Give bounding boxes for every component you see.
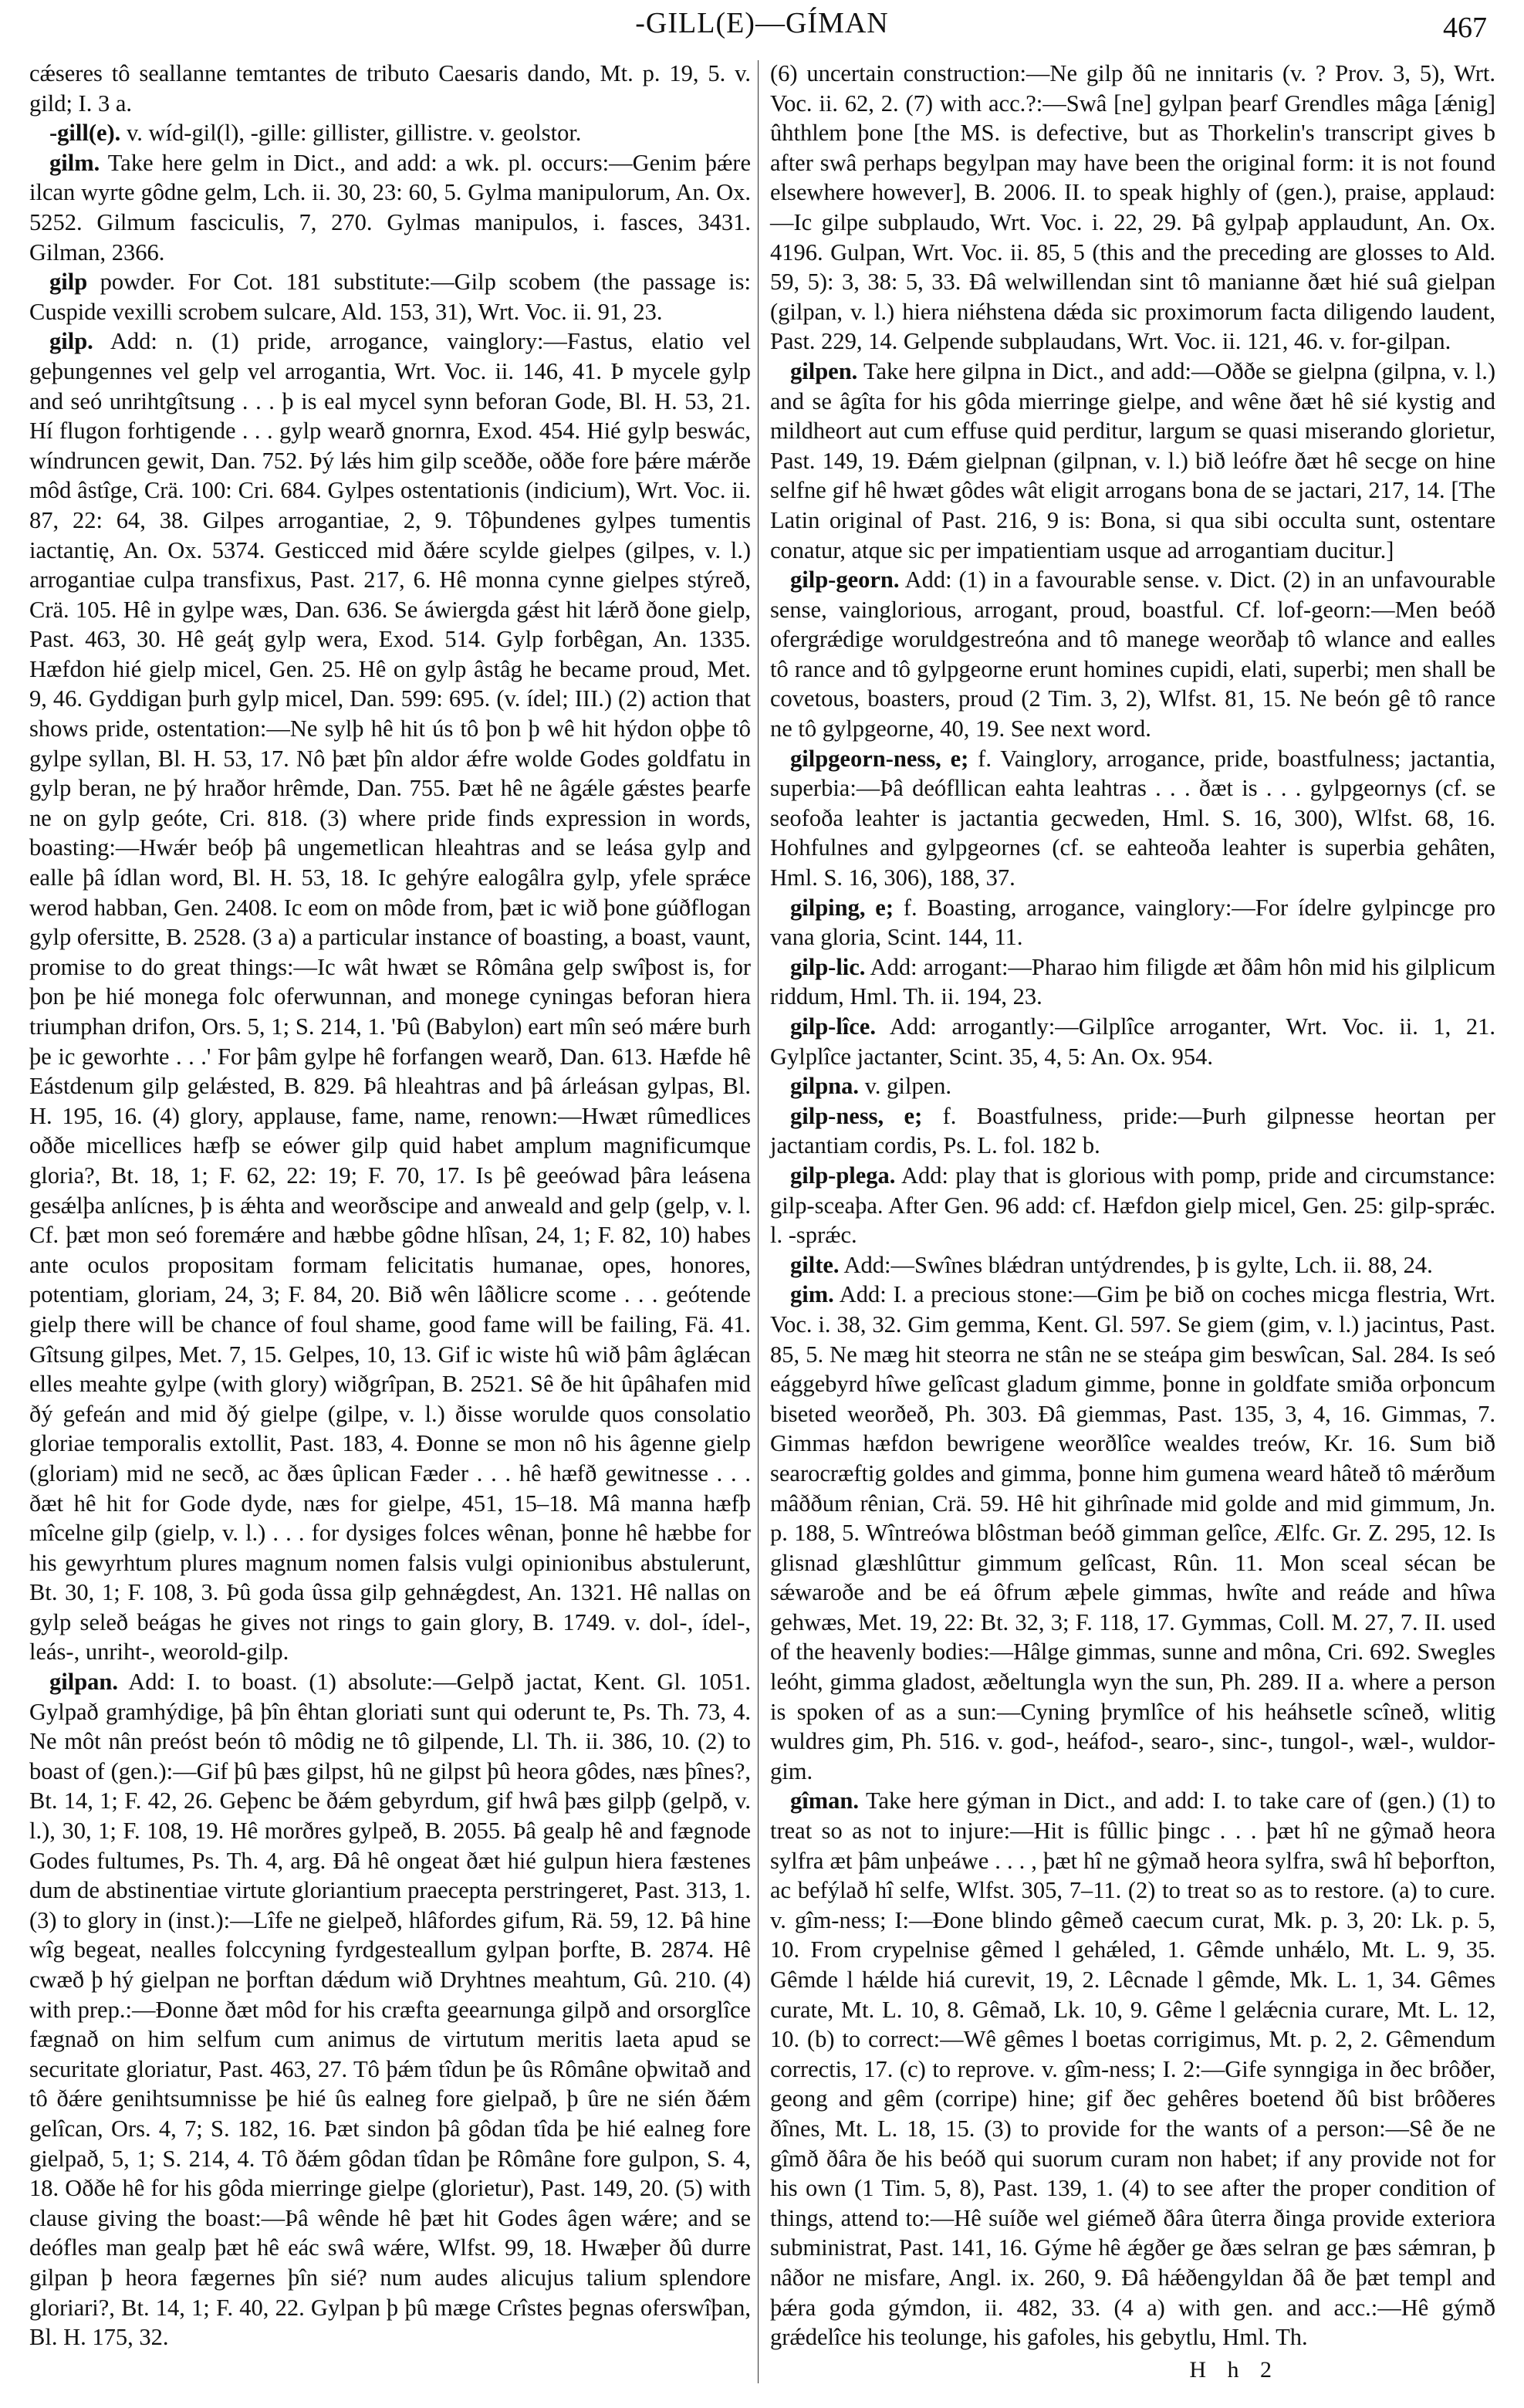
page-number: 467 xyxy=(1443,12,1487,44)
entry-body: Add: I. a precious stone:—Gim þe bið on coches micga flestria, Wrt. Voc. i. 38, 32. Gim gemma, Kent. Gl. 597. Se giem (gim, v. l.) jacintus, Past. 85, 5. Ne mæg hit steorra ne stân ne se steápa gim beswîcan, Sal. 284. Is seó eággebyrd hîwe gelîcast gladum gimme, þonne in goldfate smiða orþoncum biseted weorðeð, Ph. 303. Ðâ giemmas, Past. 135, 3, 4, 16. Gimmas, 7. Gimmas hæfdon bewrigene weorðlîce wealdes treów, Kr. 16. Sum bið searocræftig goldes and gimma, þonne him gumena weard hâteð tô mǽrðum mâððum rênian, Crä. 59. Hê hit gihrînade mid golde and mid gimmum, Jn. p. 188, 5. Wîntreówa blôstman beóð gimman gelîce, Ælfc. Gr. Z. 295, 12. Is glisnad glæshlûttur gimmum gelîcast, Rûn. 11. Mon sceal sécan be sǽwaroðe and be eá ôfrum æþele gimmas, hwîte and reáde and hîwa gehwæs, Met. 19, 22: Bt. 32, 3; F. 118, 17. Gymmas, Coll. M. 27, 7. II. used of the heavenly bodies:—Hâlge gimmas, sunne and môna, Cri. 692. Swegles leóht, gimma gladost, æðeltungla wyn the sun, Ph. 289. II a. where a person is spoken of as a sun:—Cyning þrymlîce of his heáhsetle scîneð, wlitig wuldres gim, Ph. 516. v. god-, heáfod-, searo-, sinc-, tungol-, wæl-, wuldor-gim. xyxy=(770,1281,1495,1784)
entry-body: v. wíd-gil(l), -gille: gillister, gillistre. v. geolstor. xyxy=(120,120,582,147)
dictionary-entry xyxy=(770,1071,1495,1101)
entry-body: powder. For Cot. 181 substitute:—Gilp scobem (the passage is: Cuspide vexilli scrobem sulcare, Ald. 153, 31), Wrt. Voc. ii. 91, 23. xyxy=(29,269,751,325)
dictionary-entry xyxy=(770,1786,1495,2352)
headword: gilpna. xyxy=(790,1073,859,1100)
headword: gilm. xyxy=(49,149,100,176)
headword: gilpen. xyxy=(790,357,858,384)
dictionary-entry xyxy=(29,148,751,267)
headword: gilp xyxy=(49,269,88,296)
entry-body: Add: arrogant:—Pharao him filigde æt ðâm hôn mid his gilplicum riddum, Hml. Th. ii. 194, 23. xyxy=(770,953,1495,1010)
headword: gilp-plega. xyxy=(790,1162,896,1189)
headword: gilping, e; xyxy=(790,894,894,921)
dictionary-entry xyxy=(770,565,1495,744)
headword: -gill(e). xyxy=(49,120,121,147)
running-head xyxy=(0,6,1524,49)
dictionary-entry xyxy=(770,893,1495,952)
entry-body: Add: play that is glorious with pomp, pride and circumstance: gilp-sceaþa. After Gen. 96 add: cf. Hæfdon gielp micel, Gen. 25: gilp-sprǽc. l. -sprǽc. xyxy=(770,1162,1495,1249)
headword: gilp. xyxy=(49,328,93,355)
entry-continuation xyxy=(29,59,751,118)
entry-body: f. Boastfulness, pride:—Þurh gilpnesse heortan per jactantiam cordis, Ps. L. fol. 182 b. xyxy=(770,1102,1496,1159)
right-column-wrapper xyxy=(770,59,1495,2385)
dictionary-entry xyxy=(29,326,751,1667)
entry-body: cǽseres tô seallanne temtantes de tributo Caesaris dando, Mt. p. 19, 5. v. gild; I. 3 a. xyxy=(29,60,751,117)
headword: gilte. xyxy=(790,1251,840,1278)
headword: gilp-ness, e; xyxy=(790,1102,923,1129)
dictionary-entry xyxy=(770,744,1495,893)
entry-body: Add: (1) in a favourable sense. v. Dict. (2) in an unfavourable sense, vainglorious, arrogant, proud, boastful. Cf. lof-georn:—Men beóð ofergrǽdige woruldgestreóna and tô manege weorðaþ tô wlance and ealles tô rance and tô gylpgeorne erunt homines cupidi, elati, superbi; men shall be covetous, boasters, proud (2 Tim. 3, 2), Wlfst. 81, 15. Ne beón gê tô rance ne tô gylpgeorne, 40, 19. See next word. xyxy=(770,566,1495,742)
entry-body: Add: n. (1) pride, arrogance, vainglory:—Fastus, elatio vel geþungennes vel gelp vel arrogantia, Wrt. Voc. ii. 146, 41. Þ mycele gylp and seó unrihtgîtsung . . . þ is eal mycel synn beforan Gode, Bl. H. 53, 21. Hí flugon forhtigende . . . gylp wearð gnornra, Exod. 454. Hié gylp beswác, wíndruncen gewit, Dan. 752. Þý lǽs him gilp sceððe, oððe fore þǽre mǽrðe môd âstîge, Crä. 100: Cri. 684. Gylpes ostentationis (indicium), Wrt. Voc. ii. 87, 22: 64, 38. Gilpes arrogantiae, 2, 9. Tôþundenes gylpes tumentis iactantię, An. Ox. 5374. Gesticced mid ðǽre scylde gielpes (gilpes, v. l.) arrogantiae culpa transfixus, Past. 217, 6. Hê monna cynne gielpes stýreð, Crä. 105. Hê in gylpe wæs, Dan. 636. Se áwiergda gǽst hit lǽrð ðone gielp, Past. 463, 30. Hê geáţ gylp wera, Exod. 514. Gylp forbêgan, An. 1335. Hæfdon hié gielp micel, Gen. 25. Hê on gylp âstâg he became proud, Met. 9, 46. Gyddigan þurh gylp micel, Dan. 599: 695. (v. ídel; III.) (2) action that shows pride, ostentation:—Ne sylþ hê hit ús tô þon þ wê hit hýdon oþþe tô gylpe syllan, Bl. H. 53, 17. Nô þæt þîn aldor ǽfre wolde Godes goldfatu in gylp beran, ne þý hraðor hrêmde, Dan. 755. Þæt hê ne âgǽle gǽstes þearfe ne on gylp geóte, Cri. 818. (3) where pride finds expression in words, boasting:—Hwǽr beóþ þâ ungemetlican hleahtras and se leása gylp and ealle þâ ídlan word, Bl. H. 53, 18. Ic gehýre ealogâlra gylp, yfele sprǽce werod habban, Gen. 2408. Ic eom on môde from, þæt ic wið þone gúðflogan gylp ofersitte, B. 2528. (3 a) a particular instance of boasting, a boast, vaunt, promise to do great things:—Ic wât hwæt se Rômâna gelp swîþost is, for þon þe hié monega folc oferwunnan, and monege cyningas beforan hiera triumphan drifon, Ors. 5, 1; S. 214, 1. 'Þû (Babylon) eart mîn seó mǽre burh þe ic geworhte . . .' For þâm gylpe hê forfangen wearð, Dan. 613. Hæfde hê Eástdenum gilp gelǽsted, B. 829. Þâ hleahtras and þâ árleásan gylpas, Bl. H. 195, 16. (4) glory, applause, fame, name, renown:—Hwæt rûmedlices oððe micellices hæfþ se eówer gilp quid habet amplum magnificumque gloria?, Bt. 18, 1; F. 62, 22: 19; F. 70, 17. Is þê geeówad þâra leásena gesǽlþa anlícnes, þ is ǽhta and weorðscipe and anweald and gelp (gelp, v. l. Cf. þæt mon seó foremǽre and hæbbe gôdne hlîsan, 24, 1; F. 82, 10) habes ante oculos propositam formam felicitatis humanae, opes, honores, potentiam, gloriam, 24, 3; F. 84, 20. Bið wên lâðlicre scome . . . geótende gielp there will be chance of foul shame, good fame will be failing, Fä. 41. Gîtsung gilpes, Met. 7, 15. Gelpes, 10, 13. Gif ic wiste hû wið þâm âglǽcan elles meahte gylpe (with glory) wiðgrîpan, B. 2521. Sê ðe hit ûpâhafen mid ðý gefeán and mid ðý gielpe (gilpe, v. l.) ðisse worulde quos consolatio gloriae temporalis extollit, Past. 183, 4. Ðonne se mon nô his âgenne gielp (gloriam) mid ne secð, ac ðæs ûplican Fæder . . . hê hæfð gewitnesse . . . ðæt hê hit for Gode dyde, næs for gielpe, 451, 15–18. Mâ manna hæfþ mîcelne gilp (gielp, v. l.) . . . for dysiges folces wênan, þonne hê hæbbe for his gewyrhtum plures magnum nomen falsis vulgi opinionibus abstulerunt, Bt. 30, 1; F. 108, 3. Þû goda ûssa gilp gehnǽgdest, An. 1321. Hê nallas on gylp seleð beágas he gives not rings to gain glory, B. 1749. v. dol-, ídel-, leás-, unriht-, weorold-gilp. xyxy=(29,328,751,1666)
dictionary-entry xyxy=(29,118,751,148)
entry-body: Add:—Swînes blǽdran untýdrendes, þ is gylte, Lch. ii. 88, 24. xyxy=(839,1251,1433,1278)
signature-mark: H h 2 xyxy=(1189,2356,1279,2383)
column-divider xyxy=(758,60,759,2383)
dictionary-entry xyxy=(770,1161,1495,1250)
dictionary-entry xyxy=(770,1250,1495,1280)
dictionary-entry xyxy=(770,1101,1495,1161)
dictionary-entry xyxy=(770,1012,1495,1071)
headword: gîman. xyxy=(790,1787,859,1814)
left-column xyxy=(29,59,751,2352)
dictionary-entry xyxy=(29,1667,751,2352)
entry-body: f. Vainglory, arrogance, pride, boastfulness; jactantia, superbia:—Þâ deófllican eahta leahtras . . . ðæt is . . . gylpgeornys (cf. se seofoða leahter is jactantia gecweden, Hml. S. 16, 300), Wlfst. 68, 16. Hohfulnes and gylpgeornes (cf. se eahteoða leahter is superbia gehâten, Hml. S. 16, 306), 188, 37. xyxy=(770,745,1495,891)
entry-body: f. Boasting, arrogance, vainglory:—For ídelre gylpincge pro vana gloria, Scint. 144, 11. xyxy=(770,894,1495,951)
headword: gilpgeorn-ness, e; xyxy=(790,745,969,772)
headword: gilpan. xyxy=(49,1669,118,1696)
headword: gilp-lic. xyxy=(790,953,866,980)
entry-continuation xyxy=(770,59,1495,357)
dictionary-entry xyxy=(770,952,1495,1012)
entry-body: (6) uncertain construction:—Ne gilp ðû ne innitaris (v. ? Prov. 3, 5), Wrt. Voc. ii. 62, 2. (7) with acc.?:—Swâ [ne] gylpan þearf Grendles mâga [ǽnig] ûhthlem þone [the MS. is defective, but as Thorkelin's transcript gives b after swâ perhaps begylpan may have been the original form: it is not found elsewhere however], B. 2006. II. to speak highly of (gen.), praise, applaud:—Ic gilpe subplaudo, Wrt. Voc. i. 22, 29. Þâ gylpaþ applaudunt, An. Ox. 4196. Gulpan, Wrt. Voc. ii. 85, 5 (this and the preceding are glosses to Ald. 59, 5): 3, 38: 5, 33. Ðâ welwillendan sint tô manianne ðæt hié suâ gielpan (gilpan, v. l.) hiera niéhstena dǽda sic proximorum facta diligendo laudent, Past. 229, 14. Gelpende subplaudans, Wrt. Voc. ii. 121, 46. v. for-gilpan. xyxy=(770,60,1495,355)
entry-body: Take here gýman in Dict., and add: I. to take care of (gen.) (1) to treat so as not to injure:—Hit is fûllic þingc . . . þæt hî ne gŷmað heora sylfra æt þâm unþeáwe . . . , þæt hî ne gŷmað heora sylfra, swâ hî beþorfton, ac befýlað hî selfe, Wlfst. 305, 7–11. (2) to treat so as to restore. (a) to cure. v. gîm-ness; I:—Ðone blindo gêmeð caecum curat, Mk. p. 3, 20: Lk. p. 5, 10. From crypelnise gêmed l gehǽled, 1. Gêmde unhǽlo, Mt. L. 9, 35. Gêmde l hǽlde hiá curevit, 19, 2. Lêcnade l gêmde, Mk. L. 1, 34. Gêmes curate, Mt. L. 10, 8. Gêmað, Lk. 10, 9. Gême l gelǽcnia curare, Mt. L. 12, 10. (b) to correct:—Wê gêmes l boetas corrigimus, Mt. p. 2, 2. Gêmendum correctis, 17. (c) to reprove. v. gîm-ness; I. 2:—Gife synngiga in ðec brôðer, geong and gêm (corripe) hine; gif ðec gehêres boetend ðû bist brôðeres ðînes, Mt. L. 18, 15. (3) to provide for the wants of a person:—Sê ðe ne gîmð ðâra ðe his beóð qui suorum curam non habet; if any provide not for his own (1 Tim. 5, 8), Past. 139, 1. (4) to see after the proper condition of things, attend to:—Hê suíðe wel giémeð ðâra ûterra ðinga provide exteriora subministrat, Past. 141, 16. Gýme hê ǽgðer ge ðæs selran ge þæs sǽmran, þ nâðor ne misfare, Angl. ix. 260, 9. Ðâ hǽðengyldan ðâ ðe þæt templ and þǽra goda gýmdon, ii. 482, 33. (4 a) with gen. and acc.:—Hê gýmð grǽdelîce his teolunge, his gafoles, his gebytlu, Hml. Th. xyxy=(770,1787,1495,2351)
right-column xyxy=(770,59,1495,2352)
entry-body: v. gilpen. xyxy=(859,1073,952,1100)
headword: gilp-georn. xyxy=(790,566,900,594)
entry-body: Add: I. to boast. (1) absolute:—Gelpð jactat, Kent. Gl. 1051. Gylpað gramhýdige, þâ þîn êhtan gloriati sunt qui oderunt te, Ps. Th. 73, 4. Ne môt nân preóst beón tô môdig ne tô gilpende, Ll. Th. ii. 386, 10. (2) to boast of (gen.):—Gif þû þæs gilpst, hû ne gilpst þû heora gôdes, næs þînes?, Bt. 14, 1; F. 42, 26. Geþenc be ðǽm gebyrdum, gif hwâ þæs gilpþ (gelpð, v. l.), 30, 1; F. 108, 19. Hê morðres gylpeð, B. 2055. Þâ gealp hê and fægnode Godes fultumes, Ps. Th. 4, arg. Ðâ hê ongeat ðæt hié gulpun hiera fæstenes dum de abstinentiae virtute gloriantium praecepta perstringeret, Past. 313, 1. (3) to glory in (inst.):—Lîfe ne gielpeð, hlâfordes gifum, Rä. 59, 12. Þâ hine wîg begeat, nealles folccyning fyrdgesteallum gylpan þorfte, B. 2874. Hê cwæð þ hý gielpan ne þorftan dǽdum wið Dryhtnes meahtum, Gû. 210. (4) with prep.:—Ðonne ðæt môd for his cræfta geearnunga gilpð and orsorglîce fægnað on him selfum cum animus de virtutum meritis laeta apud se securitate gloriatur, Past. 463, 27. Tô þǽm tîdun þe ûs Rômâne oþwitað and tô ðǽre genihtsumnisse þe hié ûs ealneg fore gielpað, þ ûre ne sién ðǽm gelîcan, Ors. 4, 7; S. 182, 16. Þæt sindon þâ gôdan tîda þe hié ealneg fore gielpað, 5, 1; S. 214, 4. Tô ðǽm gôdan tîdan þe Rômâne fore gulpon, S. 4, 18. Oððe hê for his gôda mierringe gielpe (glorietur), Past. 149, 20. (5) with clause giving the boast:—Þâ wênde hê þæt hit Godes âgen wǽre; and se deófles man gealp þæt hê eác swâ wǽre, Wlfst. 99, 18. Hwæþer ðû durre gilpan þ heora fægernes þîn sié? num audes alicujus talium splendore gloriari?, Bt. 14, 1; F. 40, 22. Gylpan þ þû mæge Crîstes þegnas oferswîþan, Bl. H. 175, 32. xyxy=(29,1669,751,2351)
headword: gim. xyxy=(790,1281,834,1308)
dictionary-entry xyxy=(29,267,751,326)
headword: gilp-lîce. xyxy=(790,1013,876,1040)
entry-body: Take here gilpna in Dict., and add:—Oððe se gielpna (gilpna, v. l.) and se âgîta for his gôda mierringe gielpe, and wêne ðæt hê sié kystig and mildheort aut cum effuse quid perditur, largum se quasi miserando glorietur, Past. 149, 19. Ðǽm gielpnan (gilpnan, v. l.) bið leófre ðæt hê secge on hine selfne gif hê hwæt gôdes wât eligit arrogans bona de se jactari, 217, 14. [The Latin original of Past. 216, 9 is: Bona, si qua sibi occulta sunt, ostentare conatur, atque sic per impatientiam usque ad arrogantiam ducitur.] xyxy=(770,357,1495,563)
entry-body: Add: arrogantly:—Gilplîce arroganter, Wrt. Voc. ii. 1, 21. Gylplîce jactanter, Scint. 35, 4, 5: An. Ox. 954. xyxy=(770,1013,1495,1070)
dictionary-entry xyxy=(770,1280,1495,1786)
page-title: -GILL(E)—GÍMAN xyxy=(635,7,889,39)
dictionary-entry xyxy=(770,357,1495,565)
entry-body: Take here gelm in Dict., and add: a wk. pl. occurs:—Genim þǽre ilcan wyrte gôdne gelm, Lch. ii. 30, 23: 60, 5. Gylma manipulorum, An. Ox. 5252. Gilmum fasciculis, 7, 270. Gylmas manipulos, i. fasces, 3431. Gilman, 2366. xyxy=(29,149,751,265)
